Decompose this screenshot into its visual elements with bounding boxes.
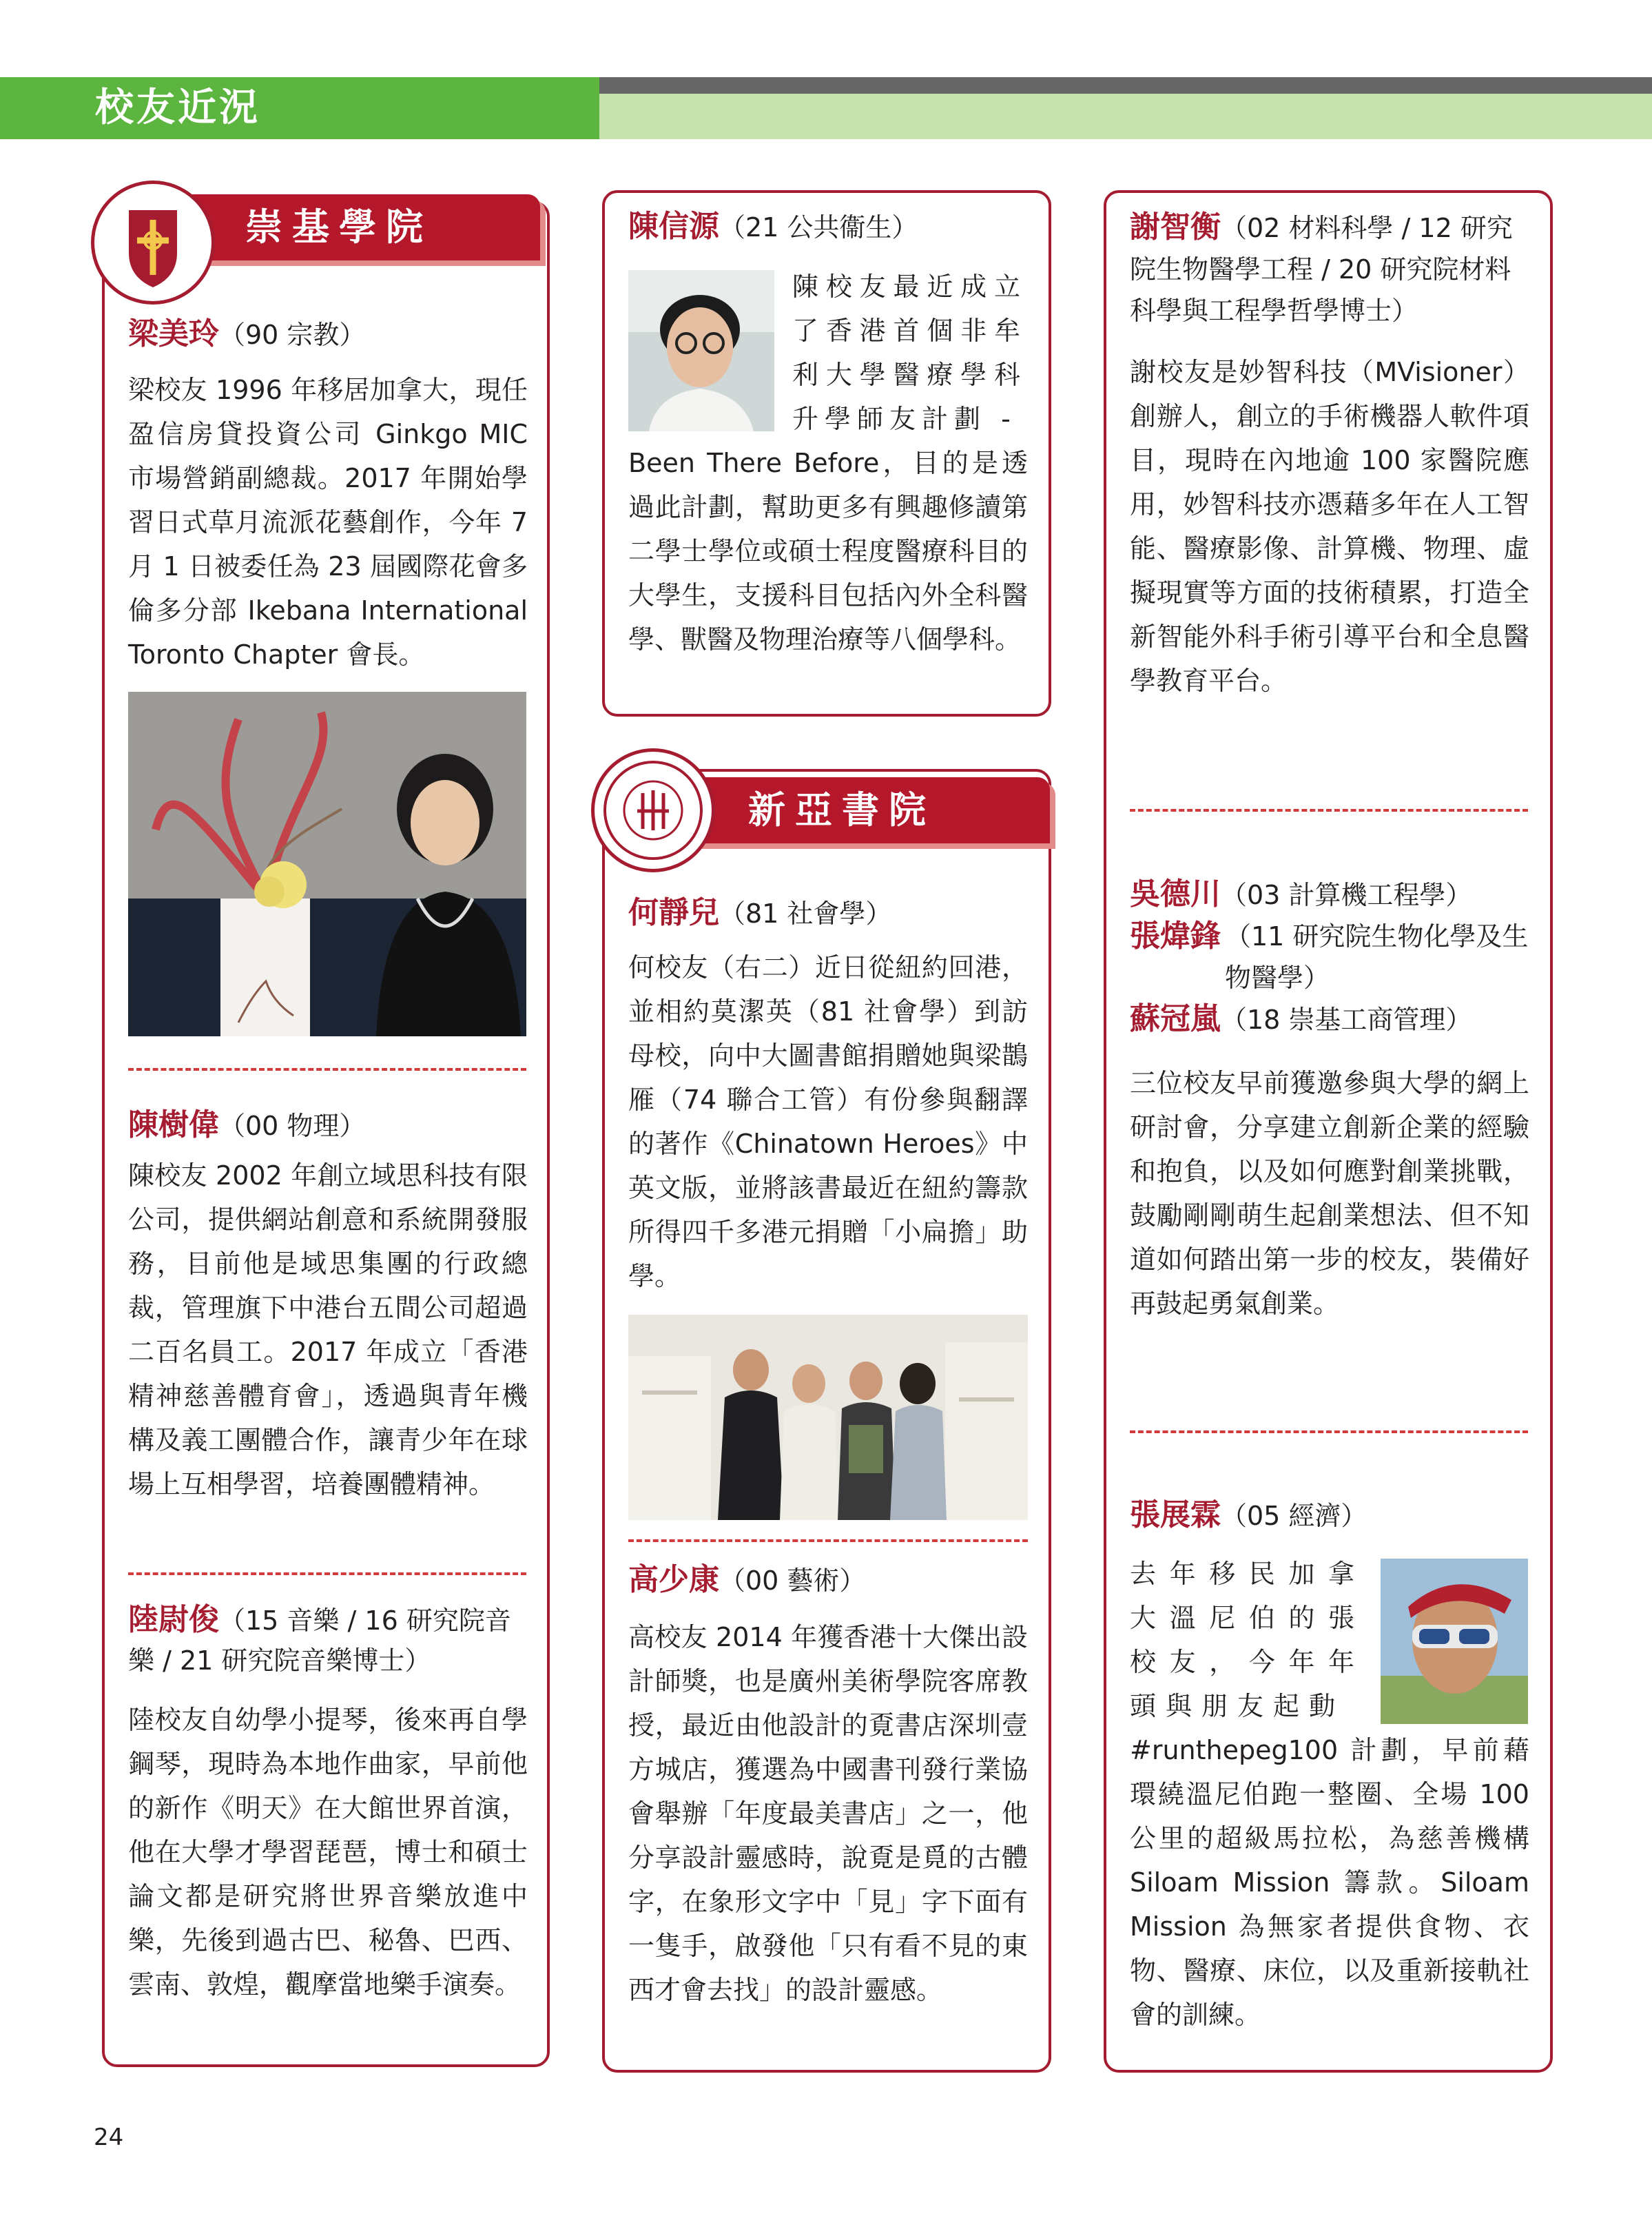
alumni-description: 三位校友早前獲邀參與大學的網上研討會，分享建立創新企業的經驗和抱負，以及如何應對創業挑戰，鼓勵剛剛萌生起創業想法、但不知道如何踏出第一步的校友，裝備好再鼓起勇氣創業。 xyxy=(1130,1068,1529,1319)
header-light-stripe xyxy=(599,94,1652,139)
alumni-description: #runthepeg100 計劃，早前藉環繞溫尼伯跑一整圈、全場 100 公里的超級馬拉松，為慈善機構 Siloam Mission 籌款。Siloam Mission 為無家者提供食物、衣物、醫療、床位，以及重新接軌社會的訓練。 xyxy=(1130,1735,1529,2030)
alumni-description: 陳校友 2002 年創立域思科技有限公司，提供網站創意和系統開發服務，目前他是域思集團的行政總裁，管理旗下中港台五間公司超過二百名員工。2017 年成立「香港精神慈善體育會」，透過與青年機構及義工團體合作，讓青少年在球場上互相學習，培養團體精神。 xyxy=(128,1160,528,1499)
alumni-dept: （15 音樂 / 16 研究院音樂 / 21 研究院音樂博士） xyxy=(128,1605,511,1676)
alumni-name: 陸尉俊 xyxy=(128,1602,219,1637)
alumni-entry-heading xyxy=(628,893,1028,934)
alumni-dept: （18 崇基工商管理） xyxy=(1221,1005,1472,1035)
alumni-name: 張煒鋒 xyxy=(1130,918,1221,954)
alumni-description: Been There Before，目的是透過此計劃，幫助更多有興趣修讀第二學士學位或碩士程度醫療科目的大學生，支援科目包括內外全科醫學、獸醫及物理治療等八個學科。 xyxy=(628,448,1028,655)
alumni-name: 蘇冠嵐 xyxy=(1130,1001,1221,1036)
group-photo xyxy=(628,1315,1028,1520)
alumni-entry-heading xyxy=(1130,207,1529,331)
alumni-name: 吳德川 xyxy=(1130,876,1221,912)
alumni-description: 陳校友最近成立了香港首個非牟利大學醫療學科升學師友計劃 - xyxy=(792,271,1026,434)
alumni-dept: （00 物理） xyxy=(219,1111,366,1141)
portrait-photo xyxy=(628,270,774,431)
alumni-dept: （21 公共衞生） xyxy=(719,212,918,243)
new-asia-seal xyxy=(591,748,715,872)
alumni-dept: （02 材料科學 / 12 研究院生物醫學工程 / 20 研究院材料科學與工程學哲學博士） xyxy=(1130,213,1513,326)
alumni-description: 陸校友自幼學小提琴，後來再自學鋼琴，現時為本地作曲家，早前他的新作《明天》在大館世界首演，他在大學才學習琵琶，博士和碩士論文都是研究將世界音樂放進中樂，先後到過古巴、秘魯、巴西、雲南、敦煌，觀摩當地樂手演奏。 xyxy=(128,1705,528,2000)
alumni-name: 張展霖 xyxy=(1130,1497,1221,1532)
entry-divider xyxy=(628,1539,1028,1542)
ikebana-photo xyxy=(128,692,526,1036)
page-number: 24 xyxy=(94,2124,124,2151)
alumni-entry-heading xyxy=(628,207,1028,247)
alumni-dept: （81 社會學） xyxy=(719,899,892,929)
alumni-entry-heading xyxy=(628,1560,1028,1601)
alumni-description: 謝校友是妙智科技（MVisioner）創辦人，創立的手術機器人軟件項目，現時在內地逾 100 家醫院應用，妙智科技亦憑藉多年在人工智能、醫療影像、計算機、物理、虛擬現實等方面的技術積累，打造全新智能外科手術引導平台和全息醫學教育平台。 xyxy=(1130,357,1529,696)
college-name: 崇基學院 xyxy=(245,205,433,249)
college-name: 新亞書院 xyxy=(748,788,936,832)
section-title: 校友近況 xyxy=(95,85,260,130)
entry-divider xyxy=(128,1572,526,1575)
alumni-description: 何校友（右二）近日從紐約回港，並相約莫潔英（81 社會學）到訪母校，向中大圖書館捐贈她與梁鵲雁（74 聯合工管）有份參與翻譯的著作《Chinatown Heroes》中英文版，並將該書最近在紐約籌款所得四千多港元捐贈「小扁擔」助學。 xyxy=(628,952,1028,1291)
section-header-bar xyxy=(0,77,599,139)
alumni-name: 陳信源 xyxy=(628,209,719,244)
alumni-entry-heading xyxy=(1130,874,1529,1040)
header-grey-stripe xyxy=(599,77,1652,94)
alumni-name: 謝智衡 xyxy=(1130,209,1221,245)
alumni-description: 梁校友 1996 年移居加拿大，現任盈信房貸投資公司 Ginkgo MIC 市場營銷副總裁。2017 年開始學習日式草月流派花藝創作，今年 7 月 1 日被委任為 23 屆國際花會多倫多分部 Ikebana International Toronto Chapter 會長。 xyxy=(128,375,528,670)
alumni-name: 陳樹偉 xyxy=(128,1107,219,1142)
alumni-name: 高少康 xyxy=(628,1562,719,1597)
alumni-dept: （11 研究院生物化學及生物醫學） xyxy=(1225,921,1529,993)
alumni-entry-heading xyxy=(128,1105,528,1146)
alumni-entry-heading xyxy=(128,1600,528,1681)
alumni-entry-heading xyxy=(1130,1495,1529,1536)
runner-photo xyxy=(1381,1559,1528,1724)
alumni-dept: （05 經濟） xyxy=(1221,1501,1367,1531)
alumni-dept: （90 宗教） xyxy=(219,320,366,350)
entry-divider xyxy=(1130,809,1528,812)
chung-chi-crest xyxy=(91,181,215,305)
alumni-name: 何靜兒 xyxy=(628,895,719,930)
alumni-name: 梁美玲 xyxy=(128,316,219,351)
alumni-description: 去年移民加拿大溫尼伯的張校友，今年年頭與朋友起動 xyxy=(1130,1559,1364,1721)
entry-divider xyxy=(1130,1430,1528,1433)
alumni-entry-heading xyxy=(128,314,528,355)
alumni-dept: （00 藝術） xyxy=(719,1565,866,1596)
alumni-description: 高校友 2014 年獲香港十大傑出設計師獎，也是廣州美術學院客席教授，最近由他設計的覔書店深圳壹方城店，獲選為中國書刊發行業協會舉辦「年度最美書店」之一，他分享設計靈感時，說覔是覓的古體字，在象形文字中「見」字下面有一隻手，啟發他「只有看不見的東西才會去找」的設計靈感。 xyxy=(628,1622,1028,2005)
alumni-dept: （03 計算機工程學） xyxy=(1221,880,1472,910)
entry-divider xyxy=(128,1068,526,1071)
